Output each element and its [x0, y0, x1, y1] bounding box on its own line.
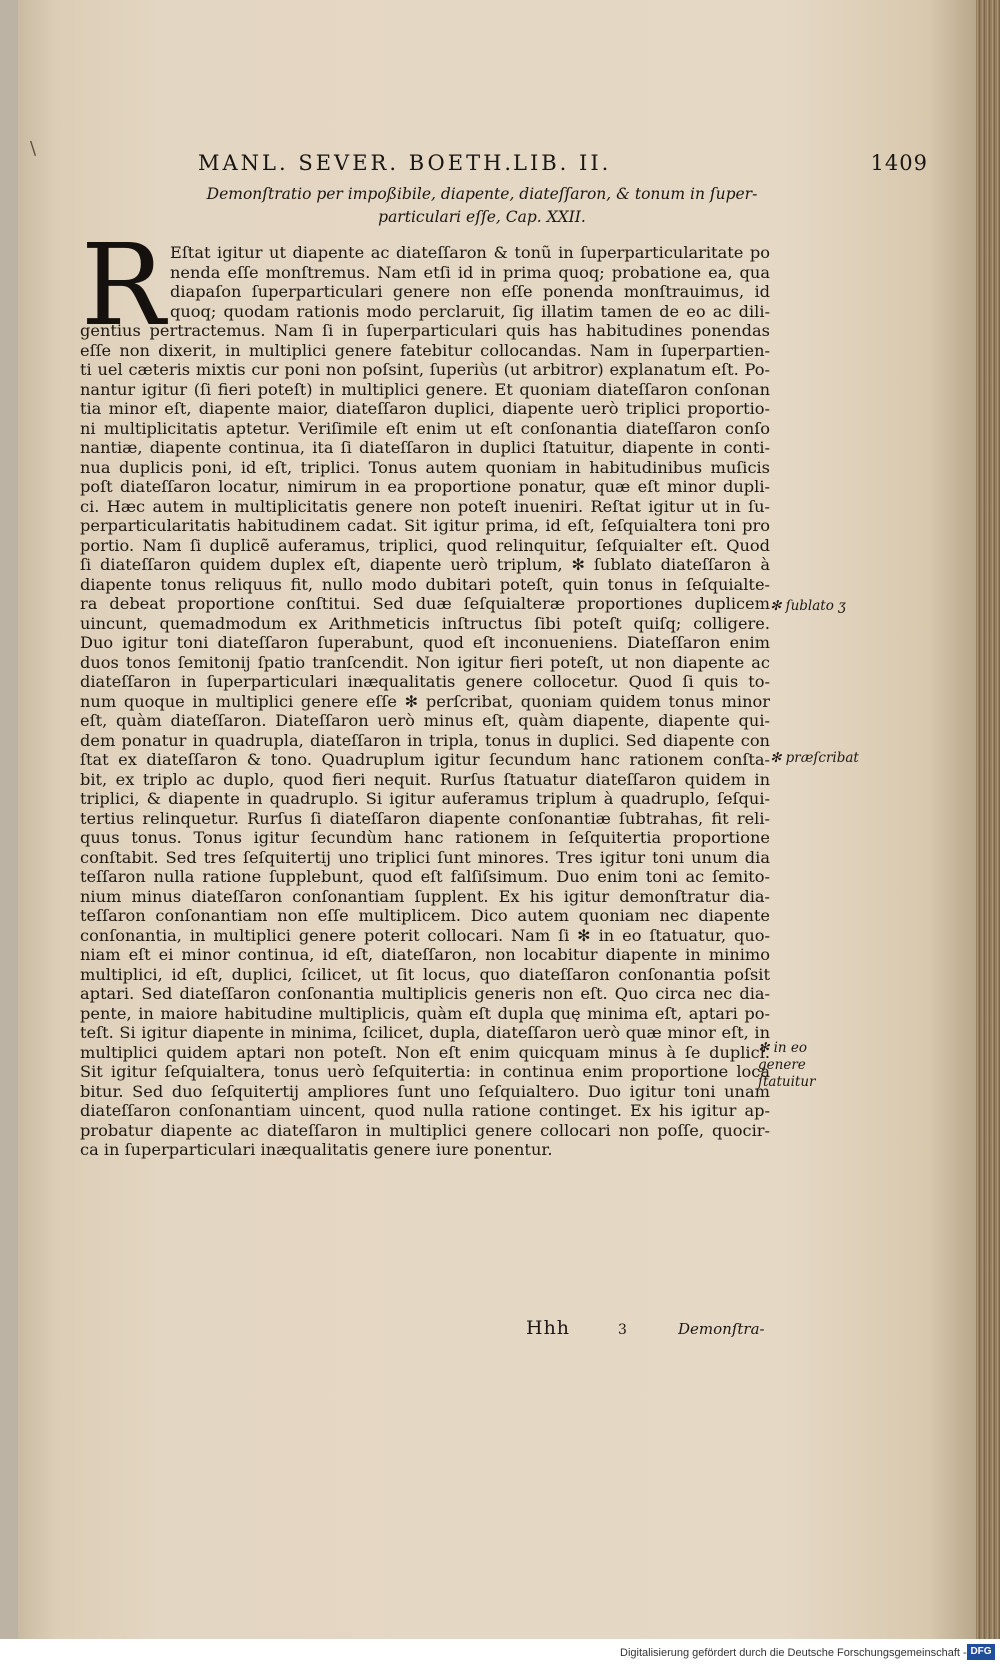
- text-line: multiplici, id eſt, duplici, ſcilicet, ut ſit locus, quo diateſſaron conſonantia poſsit: [80, 964, 770, 984]
- text-line: dem ponatur in quadrupla, diateſſaron in tripla, tonus in duplici. Sed diapente con: [80, 730, 770, 750]
- text-line: uincunt, quemadmodum ex Arithmeticis inſtructus ſibi poteſt quiſq; colligere.: [80, 613, 770, 633]
- text-line: teſſaron nulla ratione ſupplebunt, quod eſt falſiſsimum. Duo enim toni ac ſemito-: [80, 867, 770, 886]
- margin-note: ✻ ſublato ʒ: [770, 598, 846, 614]
- text-line: niam eſt ei minor continua, id eſt, diateſſaron, non locabitur diapente in minimo: [80, 945, 770, 964]
- text-line: quoq; quodam rationis modo perclaruit, ſig illatim tamen de eo ac dili-: [170, 301, 770, 321]
- text-line: bitur. Sed duo ſeſquitertij ampliores ſunt uno ſeſquialtero. Duo igitur toni unam: [80, 1081, 770, 1101]
- text-line: aptari. Sed diateſſaron conſonantia multiplicis generis non eſt. Quo circa nec dia-: [80, 984, 770, 1003]
- catchword: Demonſtra-: [678, 1320, 765, 1338]
- text-line: Eſtat igitur ut diapente ac diateſſaron & tonũ in ſuperparticularitate po: [170, 243, 770, 262]
- chapter-heading: [182, 183, 782, 231]
- text-line: Sit igitur ſeſquialtera, tonus uerò ſeſquitertia: in continua enim proportione loca: [80, 1062, 770, 1081]
- text-line: diapaſon ſuperparticulari genere non eſſe ponenda monſtrauimus, id: [170, 282, 770, 301]
- text-line: tia minor eſt, diapente maior, diateſſaron duplici, diapente uerò triplici proportio-: [80, 399, 770, 418]
- margin-note: ✻ præſcribat: [770, 750, 859, 766]
- signature-number: 3: [618, 1322, 627, 1338]
- text-line: triplici, & diapente in quadruplo. Si igitur auferamus triplum à quadruplo, ſeſqui-: [80, 789, 770, 808]
- signature-mark: Hhh: [526, 1317, 571, 1339]
- text-line: ni multiplicitatis aptetur. Veriſimile eſt enim ut eſt conſonantia diateſſaron conſo: [80, 418, 770, 438]
- text-line: nantur igitur (ſi fieri poteſt) in multiplici genere. Et quoniam diateſſaron conſonan: [80, 379, 770, 399]
- running-head: [198, 151, 928, 179]
- text-line: eſt, quàm diateſſaron. Diateſſaron uerò minus eſt, quàm diapente, diapente qui-: [80, 711, 770, 730]
- text-line: diateſſaron in ſuperparticulari inæqualitatis genere collocetur. Quod ſi quis to-: [80, 672, 770, 691]
- text-line: perparticularitatis habitudinem cadat. Sit igitur prima, id eſt, ſeſquialtera toni pro: [80, 516, 770, 535]
- text-line: poſt diateſſaron locatur, nimirum in ea proportione ponatur, quæ eſt minor dupli-: [80, 477, 770, 496]
- text-line: duos tonos ſemitonij ſpatio tranſcendit. Non igitur fieri poteſt, ut non diapente ac: [80, 652, 770, 672]
- chapter-heading-line: particulari eſſe, Cap. XXII.: [378, 208, 586, 226]
- text-line: ſtat ex diateſſaron & tono. Quadruplum igitur ſecundum hanc rationem conſta-: [80, 750, 770, 769]
- text-line: pente, in maiore habitudine multiplicis, quàm eſt dupla quę minima eſt, aptari po-: [80, 1003, 770, 1023]
- text-line: multiplici quidem aptari non poteſt. Non eſt enim quicquam minus à ſe duplici.: [80, 1042, 770, 1062]
- text-line: conſonantia, in multiplici genere poterit collocari. Nam ſi ✻ in eo ſtatuatur, quo-: [80, 925, 770, 945]
- margin-mark: \: [30, 138, 37, 159]
- text-line: nantiæ, diapente continua, ita ſi diateſſaron in duplici ſtatuitur, diapente in conti-: [80, 438, 770, 457]
- running-head-title: MANL. SEVER. BOETH.: [198, 151, 515, 175]
- chapter-heading-line: Demonſtratio per impoßibile, diapente, diateſſaron, & tonum in ſuper-: [206, 185, 758, 203]
- text-line: ti uel cæteris mixtis cur poni non poſsint, ſuperiùs (ut arbitror) explanatum eſt. Po-: [80, 360, 770, 379]
- text-line: quus tonus. Tonus igitur ſecundùm hanc rationem in ſeſquitertia proportione: [80, 828, 770, 847]
- text-line: ra debeat proportione conſtitui. Sed duæ ſeſquialteræ proportiones duplicem: [80, 594, 770, 613]
- text-line: diapente tonus reliquus fit, nullo modo dubitari poteſt, quin tonus in ſeſquialte-: [80, 574, 770, 594]
- text-line: bit, ex triplo ac duplo, quod fieri nequit. Rurſus ſtatuatur diateſſaron quidem in: [80, 769, 770, 789]
- text-line: teſt. Si igitur diapente in minima, ſcilicet, dupla, diateſſaron uerò quæ minor eſt, in: [80, 1023, 770, 1042]
- text-line: probatur diapente ac diateſſaron in multiplici genere collocari non poſſe, quocir-: [80, 1120, 770, 1140]
- text-line: Duo igitur toni diateſſaron ſuperabunt, quod eſt inconueniens. Diateſſaron enim: [80, 633, 770, 652]
- dfg-logo: DFG: [967, 1644, 995, 1660]
- text-line: conſtabit. Sed tres ſeſquitertij uno triplici ſunt minores. Tres igitur toni unum dia: [80, 847, 770, 867]
- text-line: nium minus diateſſaron conſonantiam ſupplent. Ex his igitur demonſtratur dia-: [80, 886, 770, 906]
- digitization-credit: Digitalisierung gefördert durch die Deutsche Forschungsgemeinschaft -: [620, 1647, 967, 1659]
- text-line: nenda eſſe monſtremus. Nam etſi id in prima quoq; probatione ea, qua: [170, 262, 770, 282]
- text-line: nua duplicis poni, id eſt, triplici. Tonus autem quoniam in habitudinibus muſicis: [80, 457, 770, 477]
- page-edge-stack: [976, 0, 1000, 1639]
- body-text: [80, 243, 770, 1283]
- text-line: gentius pertractemus. Nam ſi in ſuperparticulari quis has habitudines ponendas: [80, 321, 770, 340]
- text-line: diateſſaron conſonantiam uincent, quod nulla ratione continget. Ex his igitur ap-: [80, 1101, 770, 1120]
- text-line: tertius relinquetur. Rurſus ſi diateſſaron diapente conſonantiæ ſubtrahas, fit reli-: [80, 808, 770, 828]
- text-line: ca in ſuperparticulari inæqualitatis genere iure ponentur.: [80, 1140, 553, 1159]
- drop-cap-initial: R: [80, 221, 166, 351]
- text-line: teſſaron conſonantiam non eſſe multiplicem. Dico autem quoniam nec diapente: [80, 906, 770, 925]
- text-line: ci. Hæc autem in multiplicitatis genere non poteſt inueniri. Reſtat igitur ut in ſu-: [80, 496, 770, 516]
- text-line: eſſe non dixerit, in multiplici genere fatebitur collocandas. Nam in ſuperpartien-: [80, 340, 770, 360]
- folio-number: 1409: [870, 151, 928, 175]
- margin-note: ✻ in eo genere ſtatuitur: [758, 1040, 816, 1090]
- text-line: ſi diateſſaron quidem duplex eſt, diapente uerò triplum, ✻ ſublato diateſſaron à: [80, 555, 770, 574]
- text-line: num quoque in multiplici genere eſſe ✻ perſcribat, quoniam quidem tonus minor: [80, 691, 770, 711]
- text-line: portio. Nam ſi duplicẽ auferamus, triplici, quod relinquitur, ſeſquialter eſt. Quod: [80, 535, 770, 555]
- running-head-book: LIB. II.: [513, 151, 612, 175]
